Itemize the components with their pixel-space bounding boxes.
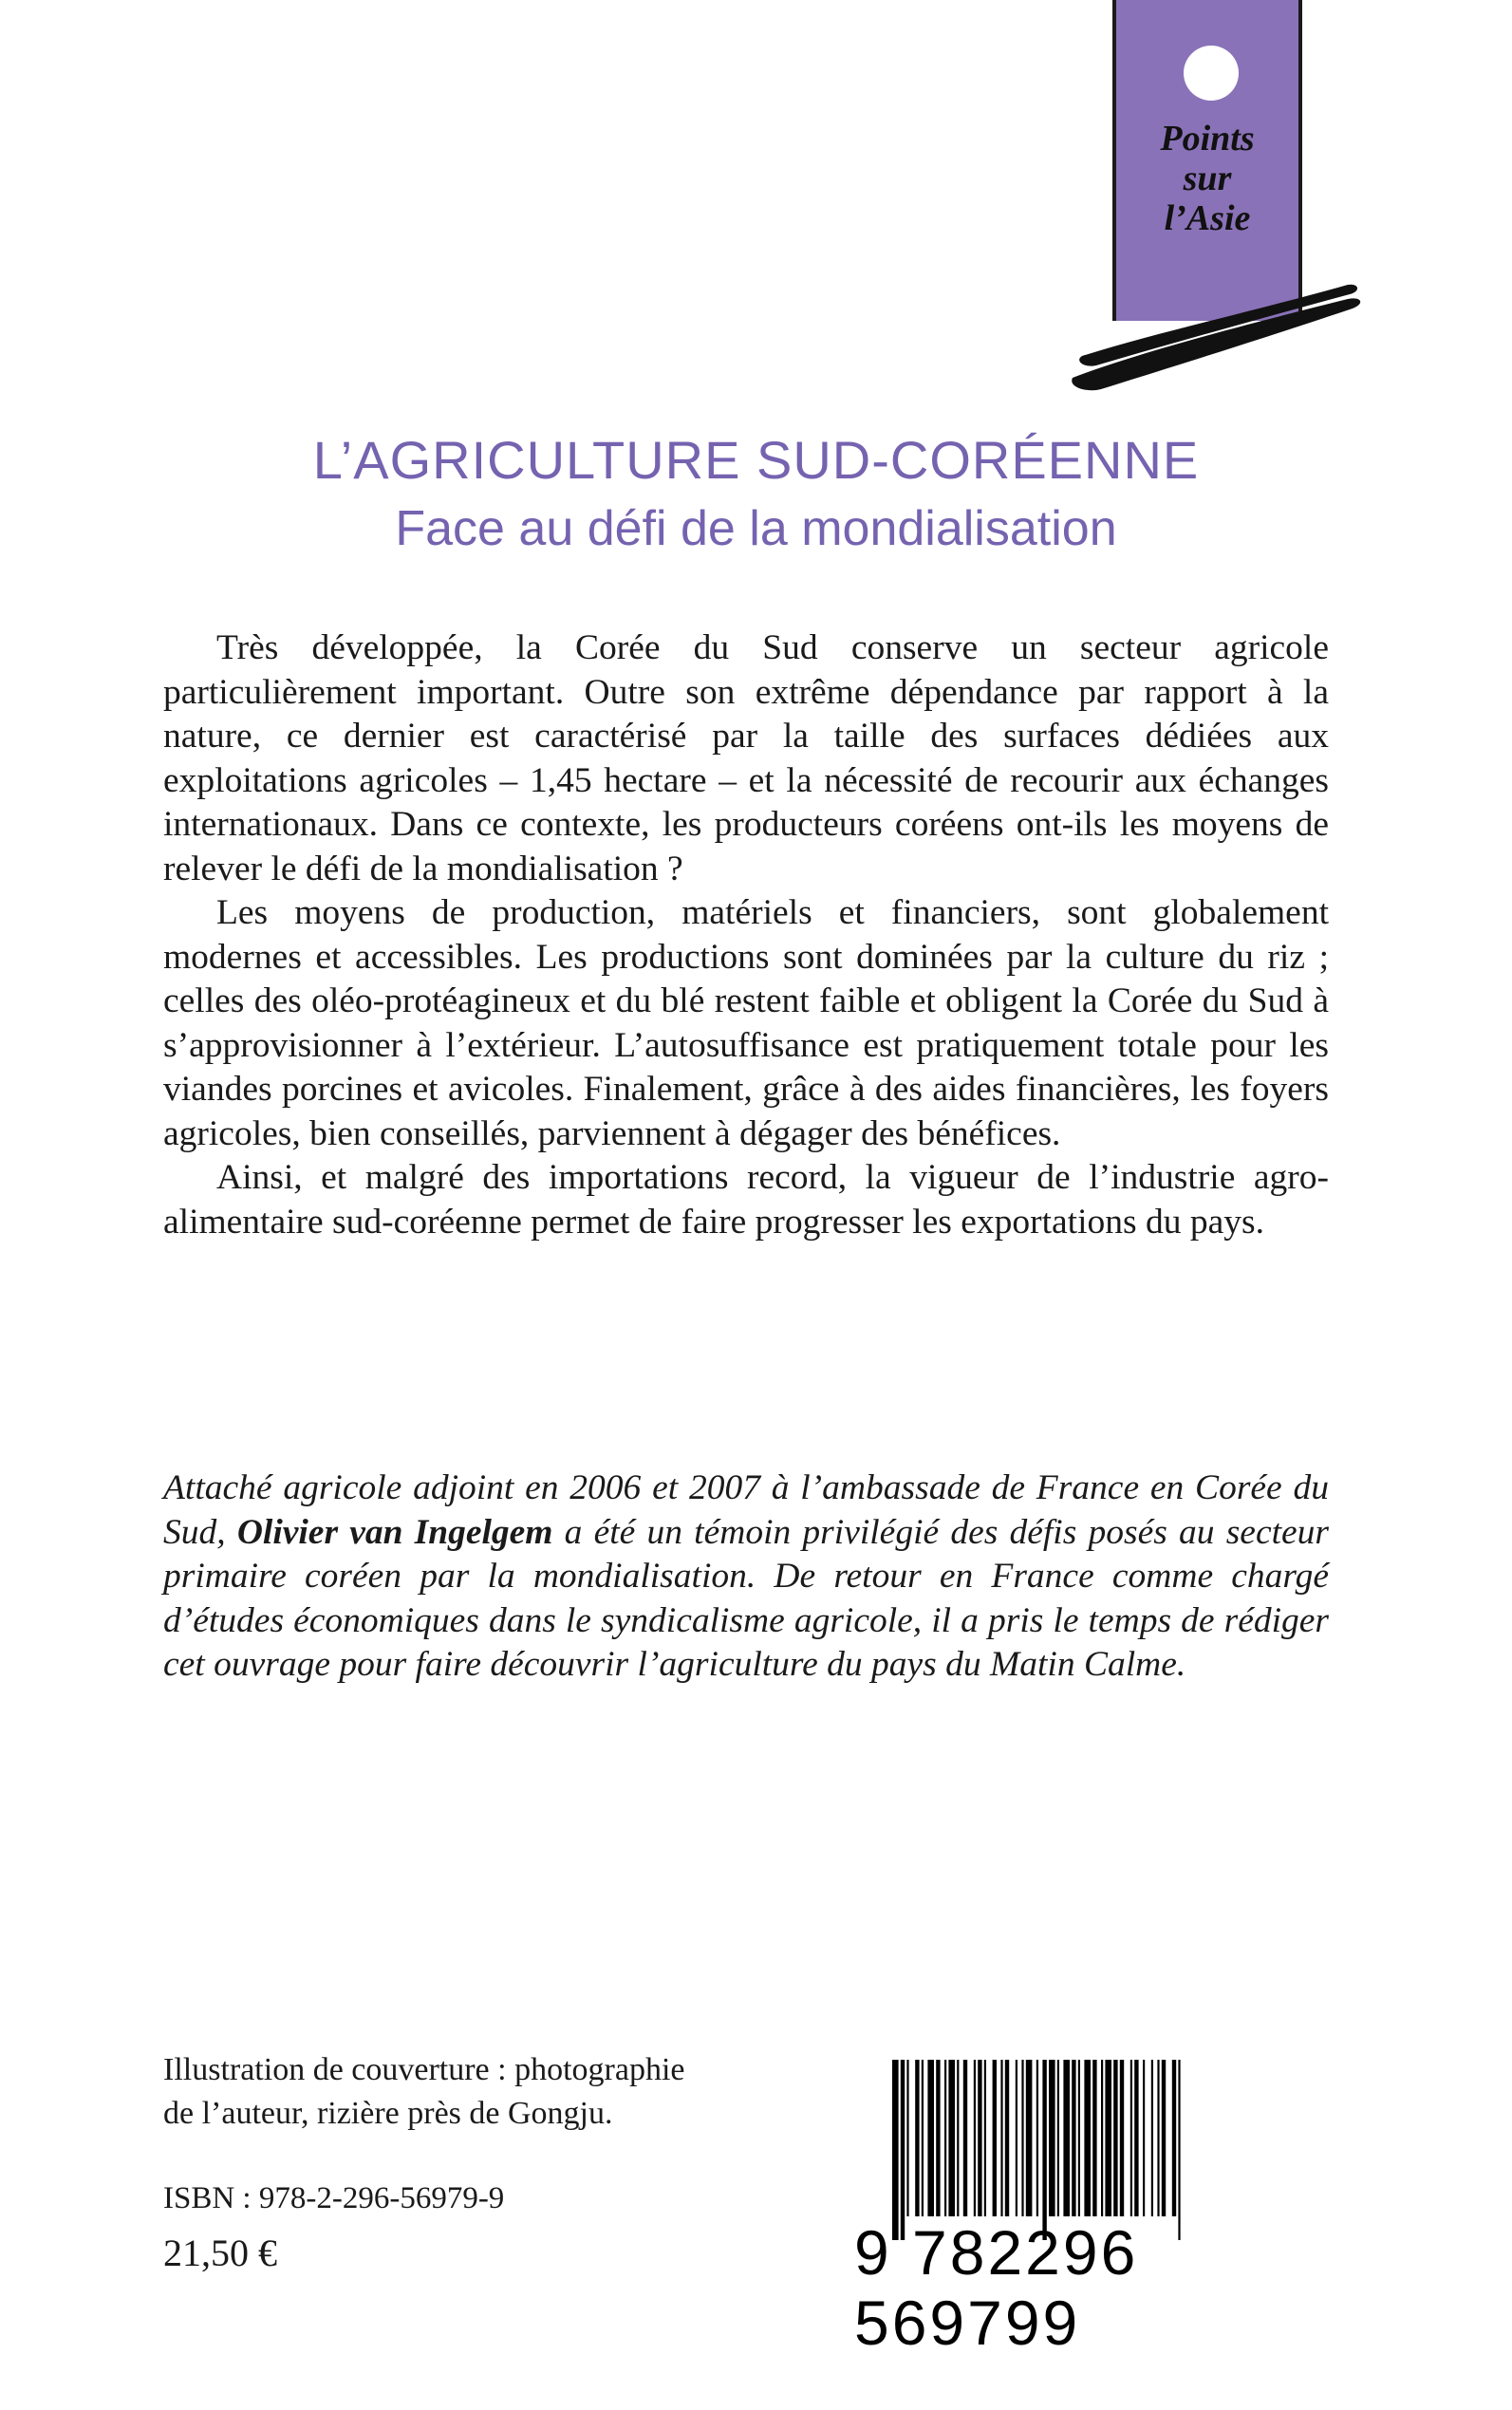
barcode-bar — [957, 2060, 959, 2216]
cover-credit-line1: Illustration de couverture : photographie — [163, 2052, 685, 2087]
barcode-bar — [1005, 2060, 1009, 2216]
barcode-bar — [1178, 2060, 1180, 2240]
barcode-bar — [922, 2060, 924, 2216]
barcode-bar — [1036, 2060, 1038, 2216]
barcode-bar — [892, 2060, 899, 2240]
brush-stroke-decoration — [1063, 266, 1367, 399]
author-name: Olivier van Ingelgem — [236, 1512, 553, 1552]
barcode-bar — [1157, 2060, 1159, 2216]
barcode-bar — [1151, 2060, 1153, 2216]
barcode-bar — [1016, 2060, 1017, 2216]
barcode-bar — [963, 2060, 967, 2216]
barcode-bar — [906, 2060, 908, 2216]
barcode-bar — [936, 2060, 940, 2216]
barcode-bar — [915, 2060, 919, 2216]
cover-credit — [163, 2048, 752, 2136]
series-name-line1: Points — [1160, 119, 1255, 159]
barcode-digits: 9 782296 569799 — [854, 2217, 1139, 2358]
barcode-bar — [1130, 2060, 1132, 2216]
author-bio-rest: a été un témoin privilégié des défis posés au secteur primaire coréen par la mondialisation. De retour en France comme chargé d’études économiques dans le syndicalisme agricole, il a pris le temps de rédiger cet ouvrage pour faire découvrir l’agriculture du pays du Matin Calme. — [163, 1512, 1330, 1684]
barcode-bar — [1134, 2060, 1138, 2216]
barcode-bar — [1042, 2060, 1046, 2240]
barcode-bar — [927, 2060, 934, 2216]
price: 21,50 € — [163, 2232, 277, 2274]
series-name — [1116, 119, 1298, 238]
series-name-line3: l’Asie — [1164, 198, 1251, 238]
barcode-bar — [1105, 2060, 1111, 2216]
barcode-bar — [1092, 2060, 1096, 2216]
isbn: ISBN : 978-2-296-56979-9 — [163, 2181, 505, 2215]
barcode-bar — [1162, 2060, 1166, 2216]
barcode-bar — [1072, 2060, 1075, 2216]
barcode-bar — [1049, 2060, 1055, 2216]
barcode-bar — [1120, 2060, 1124, 2216]
barcode-bar — [1084, 2060, 1091, 2216]
book-title: L’AGRICULTURE SUD-CORÉENNE — [312, 430, 1200, 490]
barcode-bar — [974, 2060, 976, 2216]
barcode-bar — [1021, 2060, 1023, 2216]
blurb-paragraph-3: Ainsi, et malgré des importations record, la vigueur de l’industrie agro-alimentaire sud-coréenne permet de faire progresser les exportations du pays. — [163, 1158, 1329, 1242]
barcode-bar — [948, 2060, 955, 2216]
book-subtitle: Face au défi de la mondialisation — [395, 501, 1117, 556]
barcode-bar — [984, 2060, 986, 2216]
series-logo-circle — [1184, 46, 1239, 101]
barcode-bar — [1026, 2060, 1033, 2216]
blurb-paragraph-2: Les moyens de production, matériels et financiers, sont globalement modernes et accessibles. Les productions sont dominées par la culture du riz ; celles des oléo-protéagineux et du blé restent faible et obligent la Corée du Sud à s’approvisionner à l’extérieur. L’autosuffisance est pratiquement totale pour les viandes porcines et avicoles. Finalement, grâce à des aides financières, les foyers agricoles, bien conseillés, parviennent à dégager des bénéfices. — [163, 893, 1329, 1153]
barcode-bar — [1101, 2060, 1103, 2216]
barcode-bar — [1172, 2060, 1176, 2216]
barcode-bar — [944, 2060, 946, 2216]
blurb-paragraph-1: Très développée, la Corée du Sud conserve un secteur agricole particulièrement important. Outre son extrême dépendance par rapport à la nature, ce dernier est caractérisé par la taille des surfaces dédiées aux exploitations agricoles – 1,45 hectare – et la nécessité de recourir aux échanges internationaux. Dans ce contexte, les producteurs coréens ont-ils les moyens de relever le défi de la mondialisation ? — [163, 628, 1329, 888]
author-bio-intro: Attaché agricole adjoint en 2006 et 2007 à l’ambassade de France en Corée du Sud, — [163, 1468, 1329, 1552]
cover-credit-line2: de l’auteur, rizière près de Gongju. — [163, 2096, 613, 2131]
barcode-bar — [1000, 2060, 1002, 2216]
barcode-bar — [978, 2060, 981, 2216]
barcode-bar — [1063, 2060, 1070, 2216]
series-name-line2: sur — [1183, 159, 1232, 198]
barcode-bar — [1143, 2060, 1145, 2216]
blurb — [163, 626, 1329, 1244]
author-bio — [163, 1467, 1329, 1688]
barcode-bar — [1113, 2060, 1117, 2216]
barcode-bar — [1078, 2060, 1080, 2216]
barcode-bar — [901, 2060, 905, 2240]
barcode-bar — [1057, 2060, 1059, 2216]
barcode-bar — [993, 2060, 997, 2216]
